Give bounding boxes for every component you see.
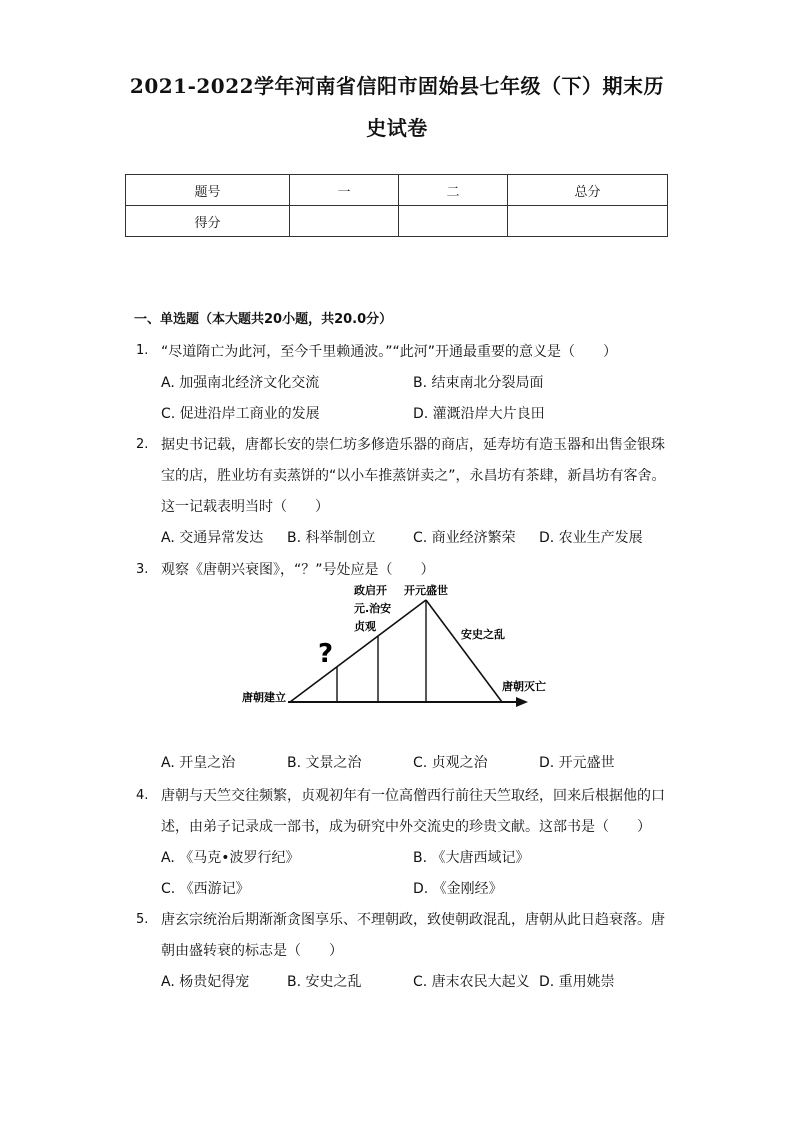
option-b[interactable]: B. 《大唐西域记》 bbox=[413, 850, 530, 866]
score-header-cell: 题号 bbox=[126, 175, 290, 206]
option-c[interactable]: C. 《西游记》 bbox=[161, 881, 250, 897]
option-c[interactable]: C. 唐末农民大起义 bbox=[413, 974, 530, 990]
option-d[interactable]: D. 开元盛世 bbox=[539, 755, 615, 771]
question-number: 5. bbox=[136, 912, 149, 927]
question-text: 述，由弟子记录成一部书，成为研究中外交流史的珍贵文献。这部书是（ ） bbox=[161, 819, 651, 835]
option-c[interactable]: C. 商业经济繁荣 bbox=[413, 530, 516, 546]
question-number: 4. bbox=[136, 788, 149, 803]
option-d[interactable]: D. 农业生产发展 bbox=[539, 530, 643, 546]
question-text: 朝由盛转衰的标志是（ ） bbox=[161, 943, 343, 959]
diagram-label-anshi: 安史之乱 bbox=[461, 628, 505, 641]
option-a[interactable]: A. 加强南北经济文化交流 bbox=[161, 375, 320, 391]
section-heading: 一、单选题（本大题共20小题，共20.0分） bbox=[134, 312, 393, 327]
option-c[interactable]: C. 贞观之治 bbox=[413, 755, 488, 771]
option-c[interactable]: C. 促进沿岸工商业的发展 bbox=[161, 406, 320, 422]
diagram-axis-arrow bbox=[516, 697, 528, 707]
diagram-rise-line bbox=[290, 600, 426, 702]
score-cell[interactable] bbox=[508, 206, 668, 237]
option-a[interactable]: A. 《马克•波罗行纪》 bbox=[161, 850, 300, 866]
score-header-cell: 一 bbox=[290, 175, 399, 206]
tang-rise-fall-diagram bbox=[230, 580, 546, 720]
question-number: 1. bbox=[136, 343, 149, 358]
diagram-label-zhenguan: 贞观 bbox=[354, 620, 376, 633]
question-text: 宝的店，胜业坊有卖蒸饼的“以小车推蒸饼卖之”，永昌坊有茶肆，新昌坊有客舍。 bbox=[161, 468, 666, 484]
question-text: 唐朝与天竺交往频繁，贞观初年有一位高僧西行前往天竺取经，回来后根据他的口 bbox=[161, 788, 665, 804]
option-b[interactable]: B. 结束南北分裂局面 bbox=[413, 375, 544, 391]
question-text: 据史书记载，唐都长安的崇仁坊多修造乐器的商店，延寿坊有造玉器和出售金银珠 bbox=[161, 437, 665, 453]
score-header-cell: 二 bbox=[399, 175, 508, 206]
question-number: 2. bbox=[136, 437, 149, 452]
question-text: 这一记载表明当时（ ） bbox=[161, 499, 329, 515]
option-d[interactable]: D. 灌溉沿岸大片良田 bbox=[413, 406, 545, 422]
diagram-label-peak: 开元盛世 bbox=[404, 584, 448, 597]
diagram-label-kaiyuan1: 政启开 bbox=[354, 584, 387, 597]
score-cell[interactable] bbox=[290, 206, 399, 237]
option-b[interactable]: B. 科举制创立 bbox=[287, 530, 376, 546]
option-b[interactable]: B. 文景之治 bbox=[287, 755, 362, 771]
score-table bbox=[125, 174, 668, 237]
diagram-label-kaiyuan2: 元.治安 bbox=[354, 602, 392, 615]
score-cell[interactable] bbox=[399, 206, 508, 237]
option-b[interactable]: B. 安史之乱 bbox=[287, 974, 362, 990]
option-a[interactable]: A. 交通异常发达 bbox=[161, 530, 264, 546]
paper-title-line1: 2021-2022学年河南省信阳市固始县七年级（下）期末历 bbox=[129, 74, 665, 98]
diagram-label-start: 唐朝建立 bbox=[242, 691, 286, 704]
score-row-label: 得分 bbox=[126, 206, 290, 237]
question-number: 3. bbox=[136, 562, 149, 577]
diagram-fall-line bbox=[426, 600, 502, 702]
diagram-label-question: ? bbox=[318, 639, 334, 669]
option-a[interactable]: A. 开皇之治 bbox=[161, 755, 236, 771]
diagram-label-end: 唐朝灭亡 bbox=[502, 680, 546, 693]
question-text: “尽道隋亡为此河，至今千里赖通波。”“此河”开通最重要的意义是（ ） bbox=[161, 344, 618, 360]
score-table-header-row bbox=[126, 175, 668, 206]
question-text: 唐玄宗统治后期渐渐贪图享乐、不理朝政，致使朝政混乱，唐朝从此日趋衰落。唐 bbox=[161, 912, 665, 928]
option-a[interactable]: A. 杨贵妃得宠 bbox=[161, 974, 250, 990]
paper-title-line2: 史试卷 bbox=[366, 116, 428, 140]
option-d[interactable]: D. 《金刚经》 bbox=[413, 881, 503, 897]
question-text: 观察《唐朝兴衰图》，“？”号处应是（ ） bbox=[161, 562, 435, 578]
score-header-cell: 总分 bbox=[508, 175, 668, 206]
option-d[interactable]: D. 重用姚崇 bbox=[539, 974, 615, 990]
score-table-score-row bbox=[126, 206, 668, 237]
